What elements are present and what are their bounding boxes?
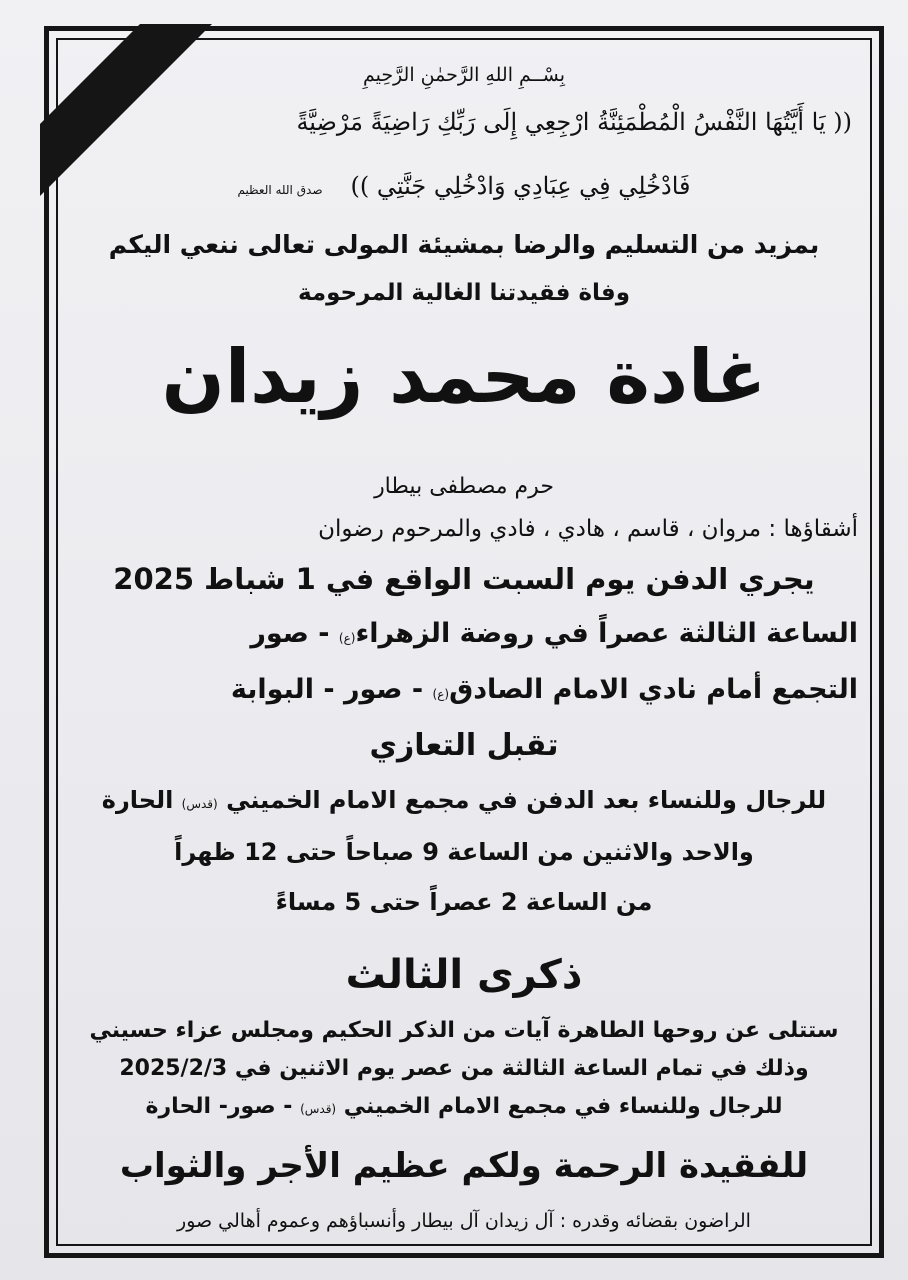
condolences-heading: تقبل التعازي [369, 728, 559, 763]
condolences-line-3: من الساعة 2 عصراً حتى 5 مساءً [275, 888, 653, 916]
burial-place-city: - صور [250, 618, 339, 649]
quran-verse-line-1: (( يَا أَيَّتُهَا النَّفْسُ الْمُطْمَئِنَّةُ ارْجِعِي إِلَى رَبِّكِ رَاضِيَةً مَرْضِيَّةً [296, 108, 852, 136]
gathering-tag: (ع) [432, 687, 450, 701]
gathering-location: - صور - البوابة [230, 674, 433, 705]
burial-place-tag: (ع) [338, 631, 356, 645]
quran-verse-line-2 [70, 172, 858, 200]
mercy-line: للفقيدة الرحمة ولكم عظيم الأجر والثواب [119, 1146, 809, 1186]
condolences-place: للرجال وللنساء بعد الدفن في مجمع الامام الخميني [217, 786, 827, 814]
gathering-line [70, 674, 858, 705]
burial-date-line: يجري الدفن يوم السبت الواقع في 1 شباط 2025 [113, 562, 815, 596]
siblings-line: أشقاؤها : مروان ، قاسم ، هادي ، فادي والمرحوم رضوان [318, 516, 858, 542]
intro-line-2: وفاة فقيدتنا الغالية المرحومة [297, 280, 631, 306]
basmala: بِسْــمِ اللهِ الرَّحمٰنِ الرَّحِيمِ [362, 64, 566, 86]
burial-time-place-line [70, 618, 858, 649]
recitation-place-line [70, 1094, 858, 1119]
burial-place-text: الساعة الثالثة عصراً في روضة الزهراء [355, 618, 858, 649]
condolences-line-2: والاحد والاثنين من الساعة 9 صباحاً حتى 12 ظهراً [174, 838, 754, 866]
mourners-line: الراضون بقضائه وقدره : آل زيدان آل بيطار وأنسباؤهم وعموم أهالي صور [177, 1210, 751, 1232]
condolences-line-1 [70, 786, 858, 814]
recitation-time-line: وذلك في تمام الساعة الثالثة من عصر يوم الاثنين في 2025/2/3 [119, 1056, 809, 1081]
recitation-place-district: - صور- الحارة [145, 1094, 301, 1119]
notice-body [70, 52, 858, 1242]
recitation-line: ستتلى عن روحها الطاهرة آيات من الذكر الحكيم ومجلس عزاء حسيني [89, 1018, 839, 1043]
verse-source: صدق الله العظيم [237, 183, 323, 197]
deceased-name: غادة محمد زيدان [161, 334, 767, 420]
condolences-district: الحارة [101, 786, 182, 814]
third-day-heading: ذكرى الثالث [345, 952, 583, 998]
intro-line-1: بمزيد من التسليم والرضا بمشيئة المولى تعالى ننعي اليكم [108, 230, 820, 259]
condolences-tag: (قدس) [181, 797, 218, 811]
recitation-place-text: للرجال وللنساء في مجمع الامام الخميني [336, 1094, 783, 1119]
wife-of-line: حرم مصطفى بيطار [374, 474, 554, 499]
verse-text: فَادْخُلِي فِي عِبَادِي وَادْخُلِي جَنَّتِي )) [350, 172, 691, 200]
gathering-text: التجمع أمام نادي الامام الصادق [449, 674, 858, 705]
recitation-place-tag: (قدس) [300, 1102, 337, 1116]
